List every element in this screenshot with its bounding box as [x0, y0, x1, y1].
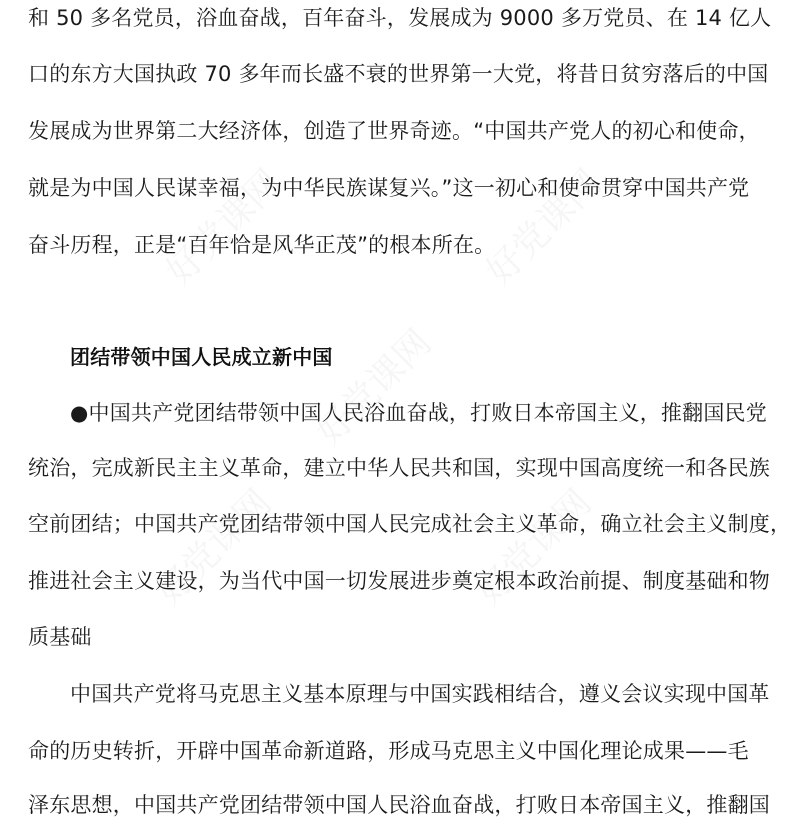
paragraph-line: 中国共产党将马克思主义基本原理与中国实践相结合，遵义会议实现中国革	[70, 682, 770, 706]
paragraph-line: 统治，完成新民主主义革命，建立中华人民共和国，实现中国高度统一和各民族	[28, 456, 770, 480]
paragraph-line: 就是为中国人民谋幸福，为中华民族谋复兴。”这一初心和使命贯穿中国共产党	[28, 176, 750, 200]
paragraph-line: 泽东思想，中国共产党团结带领中国人民浴血奋战，打败日本帝国主义，推翻国	[28, 793, 770, 817]
paragraph-line: 奋斗历程，正是“百年恰是风华正茂”的根本所在。	[28, 233, 496, 257]
paragraph-line: 质基础	[28, 625, 92, 649]
paragraph-line: 和 50 多名党员，浴血奋战，百年奋斗，发展成为 9000 多万党员、在 14 亿人	[28, 6, 772, 30]
section-heading: 团结带领中国人民成立新中国	[70, 345, 333, 369]
paragraph-line: 发展成为世界第二大经济体，创造了世界奇迹。“中国共产党人的初心和使命，	[28, 119, 760, 143]
watermark: 好党课网	[308, 322, 440, 454]
paragraph-line: ●中国共产党团结带领中国人民浴血奋战，打败日本帝国主义，推翻国民党	[70, 401, 767, 425]
paragraph-line: 口的东方大国执政 70 多年而长盛不衰的世界第一大党，将昔日贫穷落后的中国	[28, 62, 769, 86]
watermark: 好党课网	[158, 162, 290, 294]
watermark: 好党课网	[478, 162, 610, 294]
paragraph-line: 命的历史转折，开辟中国革命新道路，形成马克思主义中国化理论成果——毛	[28, 739, 749, 763]
watermark: 好党课网	[148, 482, 280, 614]
paragraph-line: 空前团结；中国共产党团结带领中国人民完成社会主义革命，确立社会主义制度，	[28, 512, 792, 536]
watermark: 好党课网	[468, 482, 600, 614]
paragraph-line: 推进社会主义建设，为当代中国一切发展进步奠定根本政治前提、制度基础和物	[28, 569, 770, 593]
